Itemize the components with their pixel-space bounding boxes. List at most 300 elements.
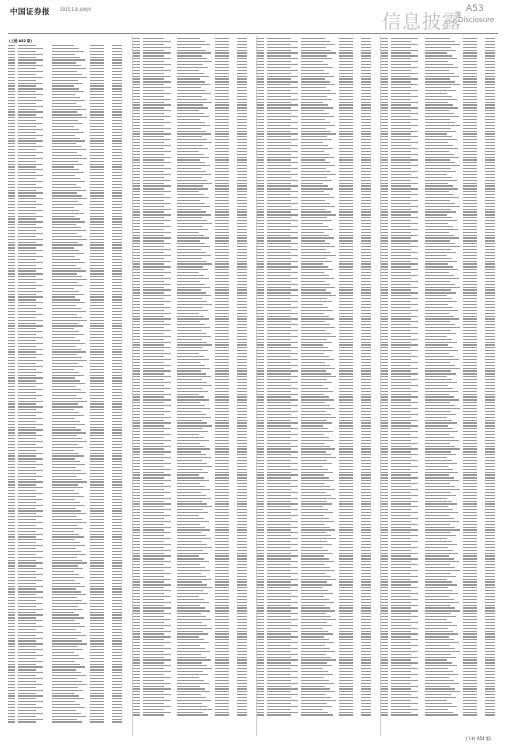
text-line-placeholder [133, 67, 140, 68]
text-line-placeholder [177, 616, 206, 617]
text-line-placeholder [133, 139, 140, 140]
text-line-placeholder [8, 502, 15, 503]
text-line-placeholder [18, 695, 43, 696]
text-line-placeholder [237, 287, 247, 288]
text-line-placeholder [237, 399, 247, 400]
text-line-placeholder [90, 571, 104, 572]
text-line-placeholder [18, 213, 36, 214]
text-line-placeholder [237, 553, 247, 554]
text-line-placeholder [177, 78, 200, 79]
text-line-placeholder [237, 44, 247, 45]
text-line-placeholder [177, 347, 203, 348]
text-line-placeholder [237, 521, 247, 522]
text-line-placeholder [237, 102, 247, 103]
text-line-placeholder [90, 389, 104, 390]
text-line-placeholder [90, 698, 104, 699]
text-line-placeholder [215, 333, 229, 334]
text-line-placeholder [52, 661, 75, 662]
text-line-placeholder [133, 107, 140, 108]
text-line-placeholder [133, 408, 140, 409]
text-line-placeholder [52, 57, 80, 58]
text-line-placeholder [215, 605, 229, 606]
text-line-placeholder [112, 331, 122, 332]
text-line-placeholder [90, 302, 104, 303]
text-line-placeholder [52, 418, 75, 419]
text-line-placeholder [215, 547, 229, 548]
text-line-placeholder [18, 155, 36, 156]
text-line-placeholder [112, 502, 122, 503]
text-line-placeholder [52, 617, 84, 618]
text-line-placeholder [90, 340, 104, 341]
text-line-placeholder [143, 457, 171, 458]
text-line-placeholder [18, 331, 43, 332]
text-line-placeholder [133, 382, 140, 383]
text-line-placeholder [177, 168, 201, 169]
text-line-placeholder [8, 337, 15, 338]
text-line-placeholder [133, 501, 140, 502]
text-line-placeholder [133, 50, 140, 51]
text-line-placeholder [215, 466, 229, 467]
text-line-placeholder [18, 380, 36, 381]
text-line-placeholder [52, 629, 76, 630]
text-line-placeholder [90, 94, 104, 95]
text-line-placeholder [18, 265, 36, 266]
text-line-placeholder [177, 197, 209, 198]
text-line-placeholder [143, 446, 171, 447]
text-line-placeholder [18, 377, 43, 378]
text-line-placeholder [237, 339, 247, 340]
text-line-placeholder [143, 157, 171, 158]
text-line-placeholder [133, 451, 140, 452]
text-line-placeholder [52, 403, 78, 404]
text-line-placeholder [52, 233, 77, 234]
text-line-placeholder [52, 377, 75, 378]
text-line-placeholder [18, 458, 43, 459]
text-line-placeholder [52, 227, 81, 228]
text-line-placeholder [215, 613, 229, 614]
text-line-placeholder [52, 562, 87, 563]
text-line-placeholder [133, 313, 140, 314]
text-line-placeholder [237, 99, 247, 100]
text-line-placeholder [52, 453, 79, 454]
text-line-placeholder [215, 78, 229, 79]
text-line-placeholder [52, 560, 82, 561]
text-line-placeholder [112, 184, 122, 185]
text-line-placeholder [8, 276, 15, 277]
text-line-placeholder [237, 457, 247, 458]
text-line-placeholder [90, 444, 104, 445]
text-line-placeholder [90, 74, 104, 75]
text-line-placeholder [18, 175, 43, 176]
text-line-placeholder [18, 363, 36, 364]
text-line-placeholder [177, 99, 207, 100]
text-line-placeholder [143, 116, 171, 117]
text-line-placeholder [8, 103, 15, 104]
text-line-placeholder [177, 269, 208, 270]
text-line-placeholder [133, 581, 140, 582]
text-line-placeholder [237, 463, 247, 464]
text-line-placeholder [143, 544, 171, 545]
text-line-placeholder [237, 298, 247, 299]
text-line-placeholder [52, 620, 75, 621]
text-line-placeholder [52, 470, 81, 471]
text-line-placeholder [215, 237, 229, 238]
text-line-placeholder [90, 704, 104, 705]
text-line-placeholder [133, 226, 140, 227]
text-line-placeholder [52, 375, 84, 376]
text-line-placeholder [18, 620, 43, 621]
text-line-placeholder [18, 126, 36, 127]
text-line-placeholder [52, 262, 85, 263]
text-line-placeholder [112, 687, 122, 688]
text-line-placeholder [8, 143, 15, 144]
text-line-placeholder [90, 681, 104, 682]
text-line-placeholder [112, 664, 122, 665]
text-line-placeholder [237, 555, 247, 556]
text-line-placeholder [112, 285, 122, 286]
text-line-placeholder [8, 140, 15, 141]
text-line-placeholder [237, 191, 247, 192]
section-title: 信息披露 [382, 11, 463, 33]
text-line-placeholder [90, 403, 104, 404]
text-line-placeholder [177, 472, 208, 473]
text-line-placeholder [52, 632, 81, 633]
text-line-placeholder [133, 399, 140, 400]
text-line-placeholder [177, 402, 200, 403]
text-line-placeholder [90, 557, 104, 558]
text-line-placeholder [18, 603, 43, 604]
text-line-placeholder [18, 583, 36, 584]
text-line-placeholder [215, 480, 229, 481]
text-line-placeholder [18, 302, 43, 303]
text-line-placeholder [52, 120, 78, 121]
text-line-placeholder [112, 510, 122, 511]
text-line-placeholder [215, 564, 229, 565]
text-line-placeholder [215, 203, 229, 204]
text-line-placeholder [90, 401, 104, 402]
text-line-placeholder [8, 343, 15, 344]
text-line-placeholder [237, 373, 247, 374]
text-line-placeholder [237, 501, 247, 502]
text-line-placeholder [237, 278, 247, 279]
text-line-placeholder [18, 172, 36, 173]
text-line-placeholder [143, 344, 164, 345]
text-line-placeholder [18, 305, 36, 306]
text-line-placeholder [112, 661, 122, 662]
text-line-placeholder [133, 437, 140, 438]
text-line-placeholder [8, 695, 15, 696]
text-line-placeholder [143, 261, 171, 262]
text-line-placeholder [8, 632, 15, 633]
text-line-placeholder [52, 415, 84, 416]
text-line-placeholder [177, 512, 208, 513]
text-line-placeholder [237, 295, 247, 296]
text-line-placeholder [237, 200, 247, 201]
text-line-placeholder [177, 463, 207, 464]
text-line-placeholder [18, 612, 36, 613]
text-line-placeholder [237, 370, 247, 371]
text-line-placeholder [133, 191, 140, 192]
text-line-placeholder [177, 474, 199, 475]
text-line-placeholder [112, 669, 122, 670]
text-line-placeholder [177, 162, 205, 163]
text-line-placeholder [112, 172, 122, 173]
text-line-placeholder [112, 588, 122, 589]
text-line-placeholder [18, 678, 43, 679]
text-line-placeholder [90, 308, 104, 309]
text-line-placeholder [237, 229, 247, 230]
text-line-placeholder [90, 375, 104, 376]
text-line-placeholder [8, 129, 15, 130]
text-line-placeholder [112, 481, 122, 482]
text-line-placeholder [143, 605, 164, 606]
text-line-placeholder [143, 408, 164, 409]
text-line-placeholder [215, 399, 229, 400]
text-line-placeholder [90, 508, 104, 509]
text-line-placeholder [8, 571, 15, 572]
text-line-placeholder [90, 169, 104, 170]
text-line-placeholder [112, 247, 122, 248]
text-line-placeholder [143, 625, 171, 626]
text-line-placeholder [237, 52, 247, 53]
text-line-placeholder [143, 509, 171, 510]
text-line-placeholder [18, 120, 36, 121]
text-line-placeholder [90, 588, 104, 589]
text-line-placeholder [52, 172, 84, 173]
text-line-placeholder [52, 250, 79, 251]
text-line-placeholder [143, 203, 171, 204]
text-line-placeholder [52, 155, 82, 156]
text-line-placeholder [133, 148, 140, 149]
text-line-placeholder [52, 314, 77, 315]
text-line-placeholder [18, 218, 36, 219]
text-line-placeholder [177, 55, 202, 56]
text-line-placeholder [133, 460, 140, 461]
text-line-placeholder [18, 77, 43, 78]
text-line-placeholder [8, 239, 15, 240]
text-line-placeholder [8, 577, 15, 578]
text-line-placeholder [8, 583, 15, 584]
text-line-placeholder [8, 646, 15, 647]
text-line-placeholder [90, 242, 104, 243]
text-line-placeholder [112, 317, 122, 318]
text-line-placeholder [143, 295, 171, 296]
text-line-placeholder [215, 593, 229, 594]
text-line-placeholder [143, 191, 171, 192]
text-line-placeholder [215, 506, 229, 507]
text-line-placeholder [215, 567, 229, 568]
text-line-placeholder [177, 538, 211, 539]
text-line-placeholder [90, 184, 104, 185]
text-line-placeholder [133, 440, 140, 441]
text-line-placeholder [8, 302, 15, 303]
text-line-placeholder [177, 495, 206, 496]
text-line-placeholder [133, 136, 140, 137]
text-line-placeholder [8, 522, 15, 523]
text-line-placeholder [112, 704, 122, 705]
text-line-placeholder [133, 425, 140, 426]
text-line-placeholder [133, 162, 140, 163]
text-line-placeholder [133, 102, 140, 103]
text-line-placeholder [8, 476, 15, 477]
text-line-placeholder [18, 548, 36, 549]
text-line-placeholder [90, 227, 104, 228]
text-line-placeholder [215, 486, 229, 487]
text-line-placeholder [52, 207, 74, 208]
text-line-placeholder [143, 220, 171, 221]
text-line-placeholder [237, 110, 247, 111]
text-line-placeholder [8, 85, 15, 86]
text-line-placeholder [177, 648, 205, 649]
text-line-placeholder [18, 614, 43, 615]
text-line-placeholder [90, 392, 104, 393]
text-line-placeholder [18, 447, 43, 448]
text-line-placeholder [143, 394, 171, 395]
text-line-placeholder [112, 467, 122, 468]
text-line-placeholder [133, 579, 140, 580]
text-line-placeholder [237, 498, 247, 499]
text-line-placeholder [143, 298, 164, 299]
text-line-placeholder [133, 619, 140, 620]
text-line-placeholder [177, 619, 211, 620]
text-line-placeholder [177, 610, 210, 611]
text-line-placeholder [90, 458, 104, 459]
text-line-placeholder [177, 275, 204, 276]
text-line-placeholder [237, 240, 247, 241]
text-line-placeholder [133, 639, 140, 640]
text-line-placeholder [215, 151, 229, 152]
text-line-placeholder [112, 583, 122, 584]
text-line-placeholder [18, 672, 43, 673]
text-line-placeholder [8, 74, 15, 75]
text-line-placeholder [215, 81, 229, 82]
text-line-placeholder [215, 570, 229, 571]
text-line-placeholder [52, 296, 75, 297]
text-line-placeholder [112, 562, 122, 563]
text-line-placeholder [52, 568, 83, 569]
text-line-placeholder [8, 531, 15, 532]
text-line-placeholder [90, 351, 104, 352]
text-line-placeholder [18, 649, 43, 650]
text-line-placeholder [215, 553, 229, 554]
text-line-placeholder [237, 460, 247, 461]
text-line-placeholder [8, 346, 15, 347]
text-line-placeholder [215, 185, 229, 186]
text-line-placeholder [143, 431, 164, 432]
text-line-placeholder [52, 48, 79, 49]
text-line-placeholder [90, 285, 104, 286]
text-line-placeholder [237, 142, 247, 143]
text-line-placeholder [52, 704, 80, 705]
text-line-placeholder [215, 362, 229, 363]
text-line-placeholder [8, 690, 15, 691]
text-line-placeholder [177, 437, 204, 438]
text-line-placeholder [18, 681, 36, 682]
text-line-placeholder [237, 151, 247, 152]
text-line-placeholder [90, 716, 104, 717]
text-line-placeholder [90, 519, 104, 520]
text-line-placeholder [133, 394, 140, 395]
text-line-placeholder [90, 470, 104, 471]
text-line-placeholder [52, 279, 87, 280]
text-line-placeholder [215, 538, 229, 539]
text-line-placeholder [52, 539, 75, 540]
text-line-placeholder [18, 294, 36, 295]
text-line-placeholder [90, 299, 104, 300]
text-line-placeholder [143, 579, 171, 580]
text-line-placeholder [177, 342, 207, 343]
text-line-placeholder [215, 448, 229, 449]
text-line-placeholder [52, 484, 78, 485]
text-line-placeholder [90, 210, 104, 211]
text-line-placeholder [52, 85, 74, 86]
text-line-placeholder [8, 120, 15, 121]
text-line-placeholder [133, 538, 140, 539]
text-line-placeholder [177, 84, 210, 85]
text-line-placeholder [8, 704, 15, 705]
text-line-placeholder [133, 417, 140, 418]
text-line-placeholder [133, 605, 140, 606]
text-line-placeholder [90, 664, 104, 665]
text-line-placeholder [52, 213, 84, 214]
text-line-placeholder [143, 454, 164, 455]
text-line-placeholder [8, 484, 15, 485]
text-line-placeholder [177, 581, 202, 582]
text-line-placeholder [18, 481, 43, 482]
text-line-placeholder [143, 125, 164, 126]
text-line-placeholder [215, 385, 229, 386]
text-line-placeholder [52, 80, 78, 81]
text-line-placeholder [90, 661, 104, 662]
text-line-placeholder [143, 258, 164, 259]
text-line-placeholder [237, 573, 247, 574]
text-line-placeholder [90, 612, 104, 613]
text-line-placeholder [215, 636, 229, 637]
text-line-placeholder [143, 159, 164, 160]
text-line-placeholder [52, 161, 78, 162]
text-line-placeholder [112, 349, 122, 350]
text-line-placeholder [90, 649, 104, 650]
text-line-placeholder [177, 171, 206, 172]
text-line-placeholder [8, 166, 15, 167]
text-line-placeholder [215, 365, 229, 366]
text-line-placeholder [8, 536, 15, 537]
text-line-placeholder [112, 363, 122, 364]
text-line-placeholder [237, 503, 247, 504]
text-line-placeholder [112, 117, 122, 118]
text-line-placeholder [52, 201, 78, 202]
text-line-placeholder [177, 272, 199, 273]
text-line-placeholder [8, 606, 15, 607]
text-line-placeholder [52, 450, 74, 451]
text-line-placeholder [143, 197, 171, 198]
text-line-placeholder [8, 586, 15, 587]
text-line-placeholder [112, 710, 122, 711]
text-line-placeholder [18, 54, 43, 55]
text-line-placeholder [112, 262, 122, 263]
text-line-placeholder [177, 454, 206, 455]
text-line-placeholder [215, 342, 229, 343]
text-line-placeholder [237, 625, 247, 626]
text-line-placeholder [133, 304, 140, 305]
text-line-placeholder [18, 562, 43, 563]
text-line-placeholder [133, 104, 140, 105]
text-line-placeholder [237, 38, 247, 39]
text-line-placeholder [237, 469, 247, 470]
text-line-placeholder [177, 570, 210, 571]
text-line-placeholder [215, 171, 229, 172]
text-line-placeholder [237, 654, 247, 655]
